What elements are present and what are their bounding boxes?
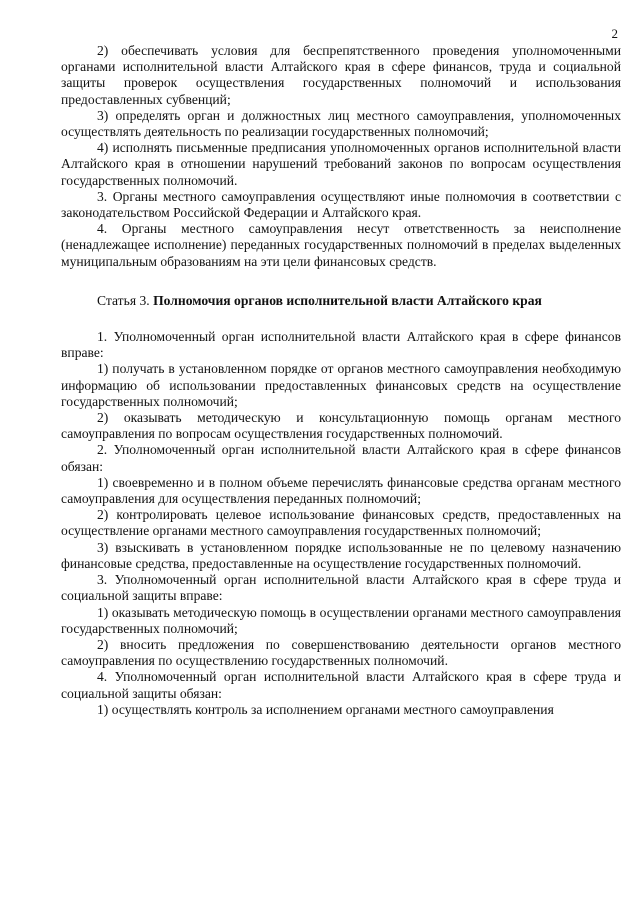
paragraph: 3) взыскивать в установленном порядке использованные не по целевому назначению финансовые средства, предоставленные на осуществление государственных полномочий. <box>61 539 621 571</box>
paragraph: 2) оказывать методическую и консультационную помощь органам местного самоуправления по вопросам осуществления государственных полномочий. <box>61 410 621 442</box>
paragraph: 4. Органы местного самоуправления несут ответственность за неисполнение (ненадлежащее исполнение) переданных государственных полномочий в пределах выделенных муниципальным образованиям на эти цели финансовых средств. <box>61 221 621 269</box>
paragraph: 2) обеспечивать условия для беспрепятственного проведения уполномоченными органами исполнительной власти Алтайского края в сфере финансов, труда и социальной защиты проверок осуществления государственных полномочий и использования предоставленных субвенций; <box>61 43 621 107</box>
paragraph: 4) исполнять письменные предписания уполномоченных органов исполнительной власти Алтайского края в отношении нарушений требований законов по вопросам осуществления государственных полномочий. <box>61 140 621 188</box>
paragraph: 1. Уполномоченный орган исполнительной власти Алтайского края в сфере финансов вправе: <box>61 329 621 361</box>
page-number: 2 <box>611 26 618 41</box>
paragraph: 1) получать в установленном порядке от органов местного самоуправления необходимую информацию об использовании предоставленных финансовых средств на осуществление государственных полномочий; <box>61 361 621 409</box>
paragraph: 2. Уполномоченный орган исполнительной власти Алтайского края в сфере финансов обязан: <box>61 442 621 474</box>
paragraph: 3) определять орган и должностных лиц местного самоуправления, уполномоченных осуществлять деятельность по реализации государственных полномочий; <box>61 107 621 140</box>
paragraph: 3. Органы местного самоуправления осуществляют иные полномочия в соответствии с законодательством Российской Федерации и Алтайского края. <box>61 188 621 221</box>
paragraph: 1) оказывать методическую помощь в осуществлении органами местного самоуправления государственных полномочий; <box>61 604 621 636</box>
article-title: Полномочия органов исполнительной власти Алтайского края <box>153 292 542 308</box>
document-body <box>61 43 621 718</box>
paragraph: 1) своевременно и в полном объеме перечислять финансовые средства органам местного самоуправления для осуществления переданных полномочий; <box>61 474 621 507</box>
paragraph: 4. Уполномоченный орган исполнительной власти Алтайского края в сфере труда и социальной защиты обязан: <box>61 669 621 701</box>
article-heading <box>61 293 621 309</box>
article-label: Статья 3. <box>97 292 150 308</box>
paragraph: 1) осуществлять контроль за исполнением органами местного самоуправления <box>97 701 554 717</box>
paragraph: 2) вносить предложения по совершенствованию деятельности органов местного самоуправления по осуществлению государственных полномочий. <box>61 636 621 669</box>
paragraph: 2) контролировать целевое использование финансовых средств, предоставленных на осуществление органами местного самоуправления государственных полномочий; <box>61 507 621 539</box>
paragraph: 3. Уполномоченный орган исполнительной власти Алтайского края в сфере труда и социальной защиты вправе: <box>61 572 621 604</box>
